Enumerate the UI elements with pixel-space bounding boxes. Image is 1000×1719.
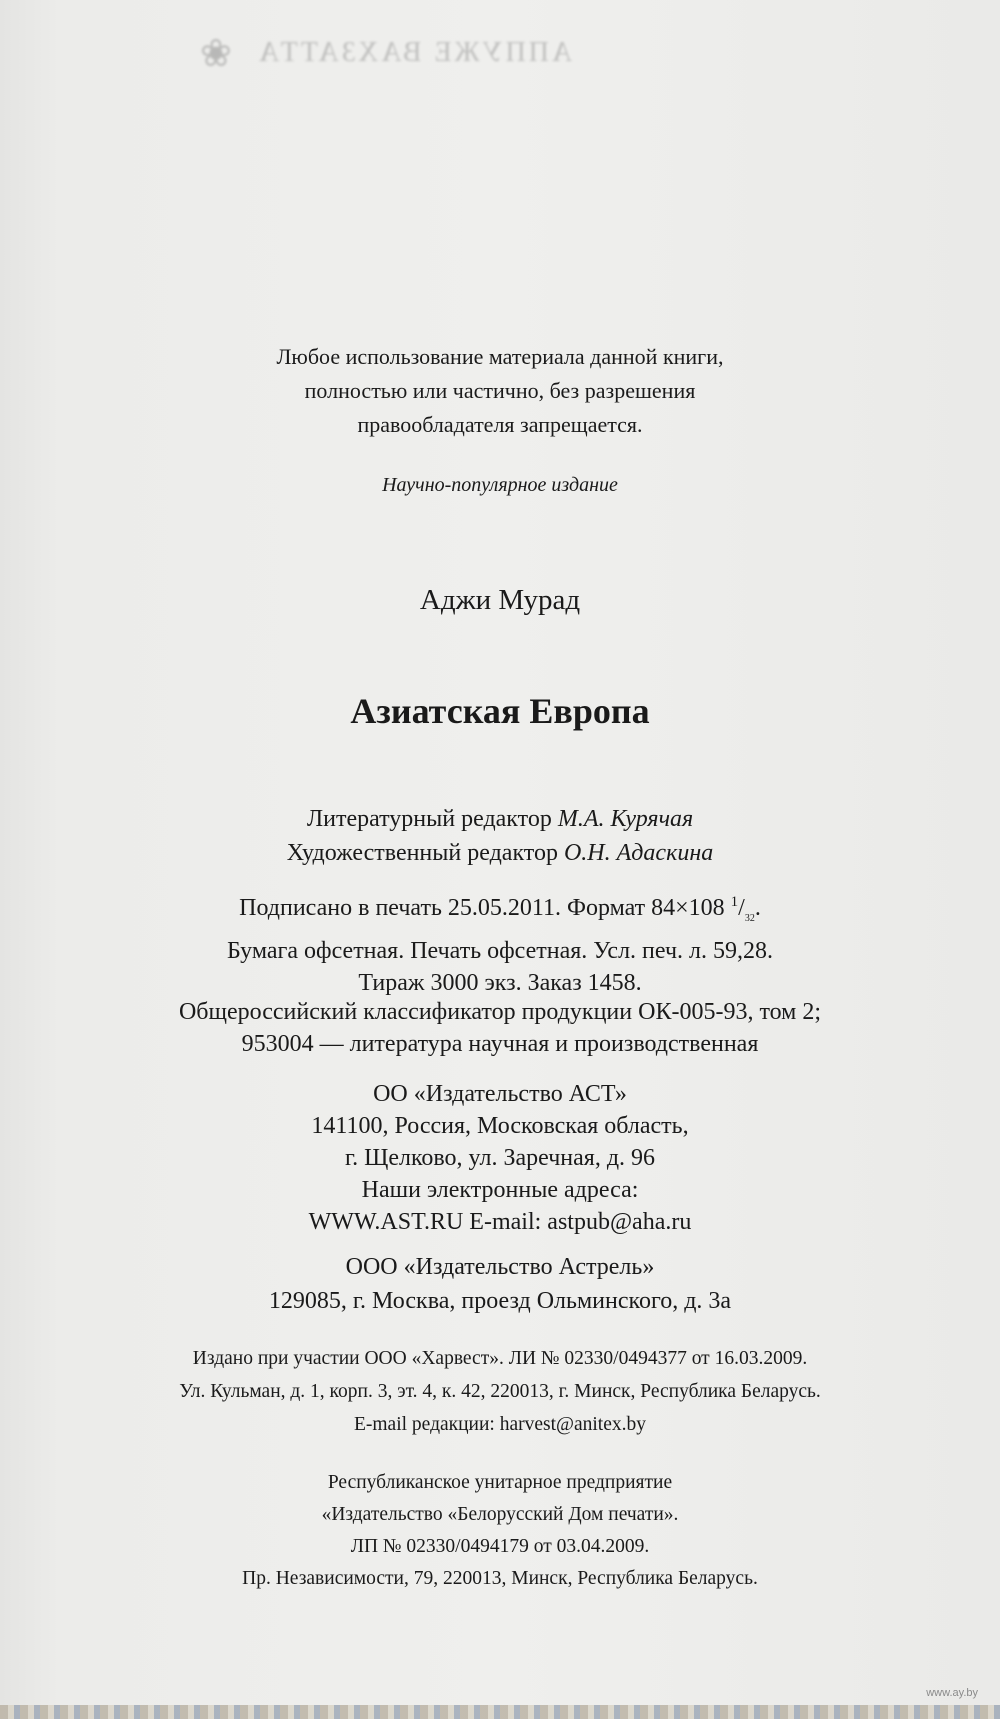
printing-house-line: Пр. Независимости, 79, 220013, Минск, Республика Беларусь. [242, 1568, 758, 1589]
printing-house-line: ЛП № 02330/0494179 от 03.04.2009. [350, 1536, 650, 1557]
printing-house-block [0, 1467, 1000, 1595]
tablecloth-edge [0, 1705, 1000, 1719]
ast-line: г. Щелково, ул. Заречная, д. 96 [344, 1145, 656, 1171]
printing-house-line: «Издательство «Белорусский Дом печати». [321, 1504, 679, 1525]
classifier-block [0, 996, 1000, 1060]
literary-editor-label: Литературный редактор [306, 806, 552, 832]
ast-line: Наши электронные адреса: [361, 1177, 639, 1203]
book-title: Азиатская Европа [350, 691, 650, 731]
harvest-block [0, 1342, 1000, 1441]
literary-editor [0, 802, 1000, 836]
harvest-line: Издано при участии ООО «Харвест». ЛИ № 02330/0494377 от 16.03.2009. [192, 1348, 808, 1369]
genre-label: Научно-популярное издание [382, 474, 618, 496]
stamp-icon: ❀ [200, 32, 232, 75]
art-editor [0, 836, 1000, 870]
publisher-ast [0, 1078, 1000, 1238]
author-name: Аджи Мурад [419, 584, 581, 616]
art-editor-name: О.Н. Адаскина [563, 840, 714, 866]
print-line-1: Подписано в печать 25.05.2011. Формат 84×108 $^1/_{32}$. [239, 894, 761, 924]
rights-notice [0, 340, 1000, 442]
format-denominator: 32 [744, 912, 755, 924]
harvest-line: E-mail редакции: harvest@anitex.by [353, 1414, 647, 1435]
rights-line: правообладателя запрещается. [357, 412, 643, 437]
bleed-through-mark [200, 28, 720, 78]
astrel-line: ООО «Издательство Астрель» [345, 1254, 655, 1280]
ast-line: 141100, Россия, Московская область, [311, 1113, 689, 1139]
print-info [0, 886, 1000, 999]
site-watermark: www.ay.by [926, 1687, 978, 1699]
publisher-astrel [0, 1250, 1000, 1318]
art-editor-label: Художественный редактор [286, 840, 558, 866]
astrel-line: 129085, г. Москва, проезд Ольминского, д. 3а [268, 1288, 732, 1314]
editors-block [0, 802, 1000, 870]
format-numerator: 1 [730, 894, 739, 910]
print-line-2: Бумага офсетная. Печать офсетная. Усл. печ. л. 59,28. [227, 937, 773, 964]
classifier-line: Общероссийский классификатор продукции ОК-005-93, том 2; [178, 999, 822, 1025]
print-signed-format: Подписано в печать 25.05.2011. Формат 84×108 [239, 895, 725, 921]
literary-editor-name: М.А. Курячая [557, 806, 694, 832]
ast-line: ОО «Издательство АСТ» [373, 1081, 627, 1107]
print-line-3: Тираж 3000 экз. Заказ 1458. [358, 969, 642, 996]
rights-line: Любое использование материала данной книги, [276, 344, 724, 369]
rights-line: полностью или частично, без разрешения [304, 378, 696, 403]
printing-house-line: Республиканское унитарное предприятие [327, 1472, 673, 1493]
classifier-line: 953004 — литература научная и производственная [241, 1031, 759, 1057]
ast-line: WWW.AST.RU E-mail: astpub@aha.ru [308, 1209, 692, 1235]
harvest-line: Ул. Кульман, д. 1, корп. 3, эт. 4, к. 42, 220013, г. Минск, Республика Беларусь. [179, 1381, 821, 1402]
bleed-through-text: АППУЖЕ ВАХЗАТТА [255, 37, 572, 68]
